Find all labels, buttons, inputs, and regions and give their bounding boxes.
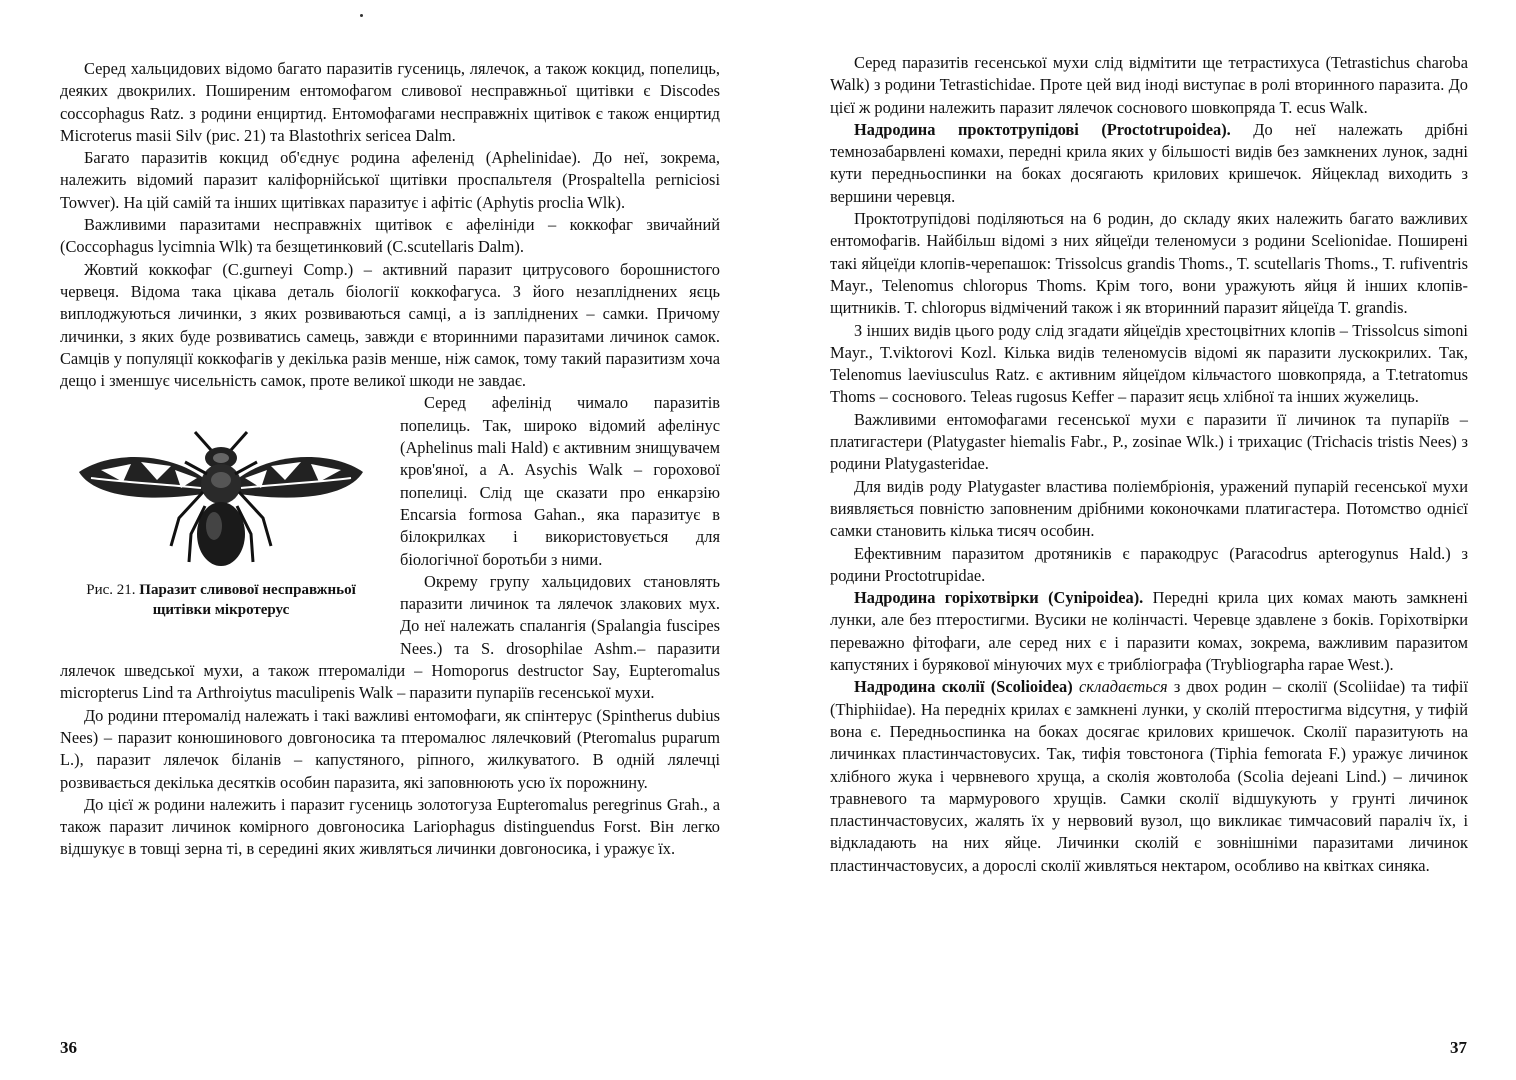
paragraph-body: До неї належать дрібні темнозабарвлені комахи, передні крила яких у більшості видів без замкнених лунок, задні кути передньоспинки на боках досягають крилових кришечок. Яйцеклад виходить з вершини черевця. bbox=[830, 119, 1468, 206]
paragraph: Багато паразитів кокцид об'єднує родина афеленід (Aphelinidae). До неї, зокрема, належить відомий паразит каліфорнійської щитівки проспальтеля (Prospaltella perniciosi Towver). На цій самій та інших щитівках паразитує і афітіс (Aphytis proclia Wlk). bbox=[60, 148, 720, 212]
paragraph: Серед хальцидових відомо багато паразитів гусениць, лялечок, а також кокцид, попелиць, деяких двокрилих. Поширеним ентомофагом сливової несправжньої щитівки є Discodes coccophagus Ratz. з родини енциртид. Ентомофагами несправжніх щитівок є також енциртид Microterus masii Silv (рис. 21) та Blastothrix sericea Dalm. bbox=[60, 59, 720, 145]
paragraph: Важливими ентомофагами гесенської мухи є паразити її личинок та пупаріїв – платигастери (Platygaster hiemalis Fabr., P., zosinae Wlk.) і трихацис (Trichacis tristis Nees) з родини Platygasteridae. bbox=[830, 409, 1468, 474]
right-page bbox=[758, 0, 1516, 1080]
left-page-text bbox=[60, 58, 720, 861]
page-number: 36 bbox=[60, 1038, 77, 1057]
paragraph: Жовтий коккофаг (C.gurneyi Comp.) – активний паразит цитрусового борошнистого червеця. Відома така цікава деталь біології коккофагуса. З його незапліднених яєць виплоджуються личинки, з яких розвиваються самці, а із запліднених – самки. Причому личинки, з яких буде розвиватись самець, завжди є вторинними паразитами личинок самок. Самців у популяції коккофагів у декілька разів менше, ніж самок, тому такий паразитизм хоча дещо і зменшує чисельність самок, проте великої шкоди не завдає. bbox=[60, 259, 720, 391]
paragraph-body: з двох родин – сколії (Scoliidae) та тифії (Thiphiidae). На передніх крилах є замкнені лунки, у сколій птеростигма відсутня, у тифій вона є. Передньоспинка на боках досягає крилових кришечок. Сколії паразитують на личинках пластинчастовусих. Так, тифія товстонога (Tiphia femorata F.) уражує личинок хлібного жука і червневого хруща, а сколія жовтолоба (Scolia dejeani Lind.) – личинок травневого та мармурового хрущів. Самки сколії відшукують у грунті личинок пластинчастовусих, жалять їх у нервовий вузол, що викликає тимчасовий параліч їх, і відкладають на них яйце. Личинки сколій є зовнішніми паразитами личинок пластинчастовусих, а дорослі сколії живляться нектаром, особливо на квітках синяка. bbox=[830, 677, 1468, 875]
paragraph: Проктотрупідові поділяються на 6 родин, до складу яких належить багато важливих ентомофагів. Найбільш відомі з них яйцеїди теленомуси з родини Scelionidae. Поширені такі яйцеїди клопів-черепашок: Trissolcus grandis Thoms., T. scutellaris Thoms., T. rufiventris Mayr., Telenomus chloropus Thoms. Крім того, вони уражують яйця й інших клопів-щитників. T. chloropus відмічений також і як вторинний паразит яйцеїда T. grandis. bbox=[830, 209, 1468, 318]
figure-21 bbox=[56, 392, 386, 657]
paragraph: Важливими паразитами несправжніх щитівок є афелініди – коккофаг звичайний (Coccophagus lycimnia Wlk) та безщетинковий (C.scutellaris Dalm). bbox=[60, 215, 720, 257]
scan-speck bbox=[360, 14, 363, 17]
paragraph bbox=[830, 587, 1468, 676]
paragraph-emphasis: складається bbox=[1072, 677, 1168, 697]
right-page-text bbox=[830, 52, 1468, 877]
page-number: 37 bbox=[1450, 1038, 1467, 1057]
paragraph: Для видів роду Platygaster властива поліембріонія, уражений пупарій гесенської мухи виявляється повністю заповненим дрібними коконочками платигастера. Потомство однієї самки становить кілька тисяч особин. bbox=[830, 476, 1468, 541]
section-heading: Надродина сколії (Scolioidea) bbox=[854, 677, 1073, 697]
paragraph bbox=[830, 119, 1468, 208]
paragraph: Окрему групу хальцидових становлять паразити личинок та лялечок злакових мух. До неї належать спалангія (Spalangia fuscipes Nees.) та S. drosophilae Ashm.– паразити лялечок шведської мухи, а також птеромаліди – Homoporus destructor Say, Eupteromalus micropterus Lind та Arthroiytus maculipenis Walk – паразити пупаріїв гесенської мухи. bbox=[60, 571, 720, 703]
paragraph-body: Передні крила цих комах мають замкнені лунки, але без птеростигми. Вусики не колінчасті. Черевце здавлене з боків. Горіхотвірки переважно фітофаги, але серед них є і паразити комах, зокрема, важливим паразитом капустяних і бурякової мінуючих мух є трибліографа (Trybliographa rapae West.). bbox=[830, 588, 1468, 675]
section-heading: Надродина проктотрупідові (Proctotrupoidea). bbox=[854, 119, 1231, 139]
paragraph: Серед паразитів гесенської мухи слід відмітити ще тетрастихуса (Tetrastichus charoba Walk) з родини Tetrastichidae. Проте цей вид іноді виступає в ролі вторинного паразита. До цієї ж родини належить паразит лялечок соснового шовкопряда T. ecus Walk. bbox=[830, 53, 1468, 117]
paragraph bbox=[830, 676, 1468, 877]
paragraph: З інших видів цього роду слід згадати яйцеїдів хрестоцвітних клопів – Trissolcus simoni Mayr., T.viktorovi Kozl. Кілька видів теленомусів відомі як паразити лускокрилих. Так, Telenomus laeviusculus Ratz. є активним яйцеїдом кільчастого шовкопряда, а T.tetratomus Thoms – соснового. Teleas rugosus Keffer – паразит яєць хлібної та інших жужелиць. bbox=[830, 320, 1468, 407]
section-heading: Надродина горіхотвірки (Cynipoidea). bbox=[854, 588, 1144, 608]
figure-caption bbox=[56, 580, 386, 620]
figure-title: Паразит сливової несправжньої щитівки мікротерус bbox=[139, 582, 356, 619]
figure-label: Рис. 21. bbox=[86, 582, 136, 599]
paragraph: Серед афелінід чимало паразитів попелиць. Так, широко відомий афелінус (Aphelinus mali Hald) є активним знищувачем кров'яної, а A. Asychis Walk – горохової попелиці. Слід ще сказати про енкарзію Encarsia formosa Gahan., яка паразитує в білокрилках і використовується для біологічної боротьби з ними. bbox=[400, 393, 720, 569]
wasp-illustration bbox=[71, 422, 371, 572]
paragraph: До цієї ж родини належить і паразит гусениць золотогуза Eupteromalus peregrinus Grah., а також паразит личинок комірного довгоносика Lariophagus distinguendus Forst. Він легко відшукує в товщі зерна ті, в середині яких живляться личинки довгоносика, і уражує їх. bbox=[60, 794, 720, 859]
paragraph: До родини птеромалід належать і такі важливі ентомофаги, як спінтерус (Spintherus dubius Nees) – паразит конюшинового довгоносика та птеромалюс лялечковий (Pteromalus puparum L.), паразит лялечок біланів – капустяного, ріпного, жилкуватого. В одній лялечці розвивається декілька десятків особин паразита, які заповнюють усю їх порожнину. bbox=[60, 705, 720, 792]
paragraph: Ефективним паразитом дротяників є паракодрус (Paracodrus apterogynus Hald.) з родини Proctotrupidae. bbox=[830, 543, 1468, 585]
